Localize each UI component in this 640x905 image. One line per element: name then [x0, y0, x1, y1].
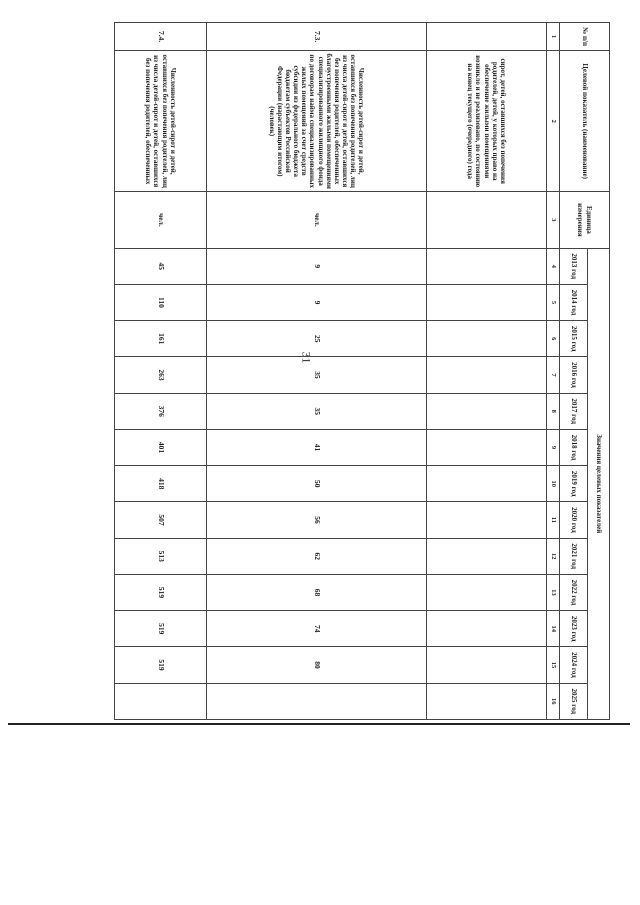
column-number: 9	[547, 429, 560, 465]
value-cell	[427, 284, 547, 320]
year-header: 2016 год	[560, 357, 588, 393]
year-header: 2018 год	[560, 429, 588, 465]
value-cell: 68	[207, 574, 427, 610]
value-cell	[115, 683, 207, 719]
value-cell: 25	[207, 321, 427, 357]
value-cell: 45	[115, 248, 207, 284]
year-header: 2019 год	[560, 466, 588, 502]
value-cell: 50	[207, 466, 427, 502]
rotated-table-wrapper	[144, 22, 610, 720]
value-cell	[207, 683, 427, 719]
value-cell: 376	[115, 393, 207, 429]
column-number-row	[547, 23, 560, 720]
value-cell: 110	[115, 284, 207, 320]
column-number: 7	[547, 357, 560, 393]
page-number: 31	[299, 351, 314, 364]
value-cell	[427, 647, 547, 683]
column-number: 16	[547, 683, 560, 719]
table-row	[115, 23, 207, 720]
column-number: 3	[547, 192, 560, 248]
column-number: 6	[547, 321, 560, 357]
table-body	[115, 23, 547, 720]
value-cell: 9	[207, 284, 427, 320]
column-number: 11	[547, 502, 560, 538]
target-indicators-table	[114, 22, 610, 720]
value-cell	[427, 357, 547, 393]
column-number: 1	[547, 23, 560, 51]
value-cell: 263	[115, 357, 207, 393]
row-number: 7.3.	[207, 23, 427, 51]
year-header: 2017 год	[560, 393, 588, 429]
value-cell	[427, 502, 547, 538]
column-number: 5	[547, 284, 560, 320]
value-cell: 519	[115, 574, 207, 610]
indicator-name: сирот, детей, оставшихся без попечения родителей, детей, у которых право на обеспечение жилыми помещениями возникло и не реализовано, по состоянию на конец текущего (очередного) года	[427, 51, 547, 192]
value-cell	[427, 248, 547, 284]
unit-cell: чел.	[207, 192, 427, 248]
value-cell: 62	[207, 538, 427, 574]
value-cell: 35	[207, 393, 427, 429]
column-number: 4	[547, 248, 560, 284]
table-row	[207, 23, 427, 720]
year-header: 2024 год	[560, 647, 588, 683]
column-number: 2	[547, 51, 560, 192]
page-divider	[8, 723, 630, 725]
header-unit: Единица измерения	[560, 192, 610, 248]
year-header: 2020 год	[560, 502, 588, 538]
year-header: 2013 год	[560, 248, 588, 284]
value-cell: 80	[207, 647, 427, 683]
year-header: 2015 год	[560, 321, 588, 357]
value-cell: 401	[115, 429, 207, 465]
value-cell: 161	[115, 321, 207, 357]
header-indicator: Целевой показатель (наименование)	[560, 51, 610, 192]
value-cell: 418	[115, 466, 207, 502]
value-cell: 513	[115, 538, 207, 574]
year-header: 2014 год	[560, 284, 588, 320]
value-cell	[427, 393, 547, 429]
value-cell	[427, 574, 547, 610]
indicator-name: Численность детей-сирот и детей, оставшихся без попечения родителей, лиц из числа детей-сирот и детей, оставшихся без попечения родителей, обеспеченных благоустроенными жилыми помещениями специализированного жилищного фонда по договорам найма специализированных жилых помещений за счет средств субсидии из федерального бюджета бюджетам субъектов Российской Федерации (нарастающим итогом) (человек)	[207, 51, 427, 192]
column-number: 15	[547, 647, 560, 683]
header-num: № п/п	[560, 23, 610, 51]
column-number: 13	[547, 574, 560, 610]
unit-cell	[427, 192, 547, 248]
row-number	[427, 23, 547, 51]
value-cell	[427, 611, 547, 647]
value-cell: 519	[115, 647, 207, 683]
column-number: 12	[547, 538, 560, 574]
value-cell: 9	[207, 248, 427, 284]
year-header: 2021 год	[560, 538, 588, 574]
year-header: 2025 год	[560, 683, 588, 719]
row-number: 7.4.	[115, 23, 207, 51]
value-cell: 507	[115, 502, 207, 538]
header-values-group: Значения целевых показателей	[588, 248, 610, 719]
column-number: 10	[547, 466, 560, 502]
column-number: 8	[547, 393, 560, 429]
table-row	[427, 23, 547, 720]
value-cell: 35	[207, 357, 427, 393]
value-cell: 41	[207, 429, 427, 465]
value-cell: 519	[115, 611, 207, 647]
value-cell	[427, 429, 547, 465]
value-cell	[427, 538, 547, 574]
indicator-name: Численность детей-сирот и детей, оставшихся без попечения родителей, лиц из числа детей-сирот и детей, оставшихся без попечения родителей, обеспеченных	[115, 51, 207, 192]
value-cell	[427, 466, 547, 502]
column-number: 14	[547, 611, 560, 647]
value-cell: 74	[207, 611, 427, 647]
year-header: 2022 год	[560, 574, 588, 610]
unit-cell: чел.	[115, 192, 207, 248]
value-cell: 56	[207, 502, 427, 538]
value-cell	[427, 683, 547, 719]
year-header: 2023 год	[560, 611, 588, 647]
value-cell	[427, 321, 547, 357]
